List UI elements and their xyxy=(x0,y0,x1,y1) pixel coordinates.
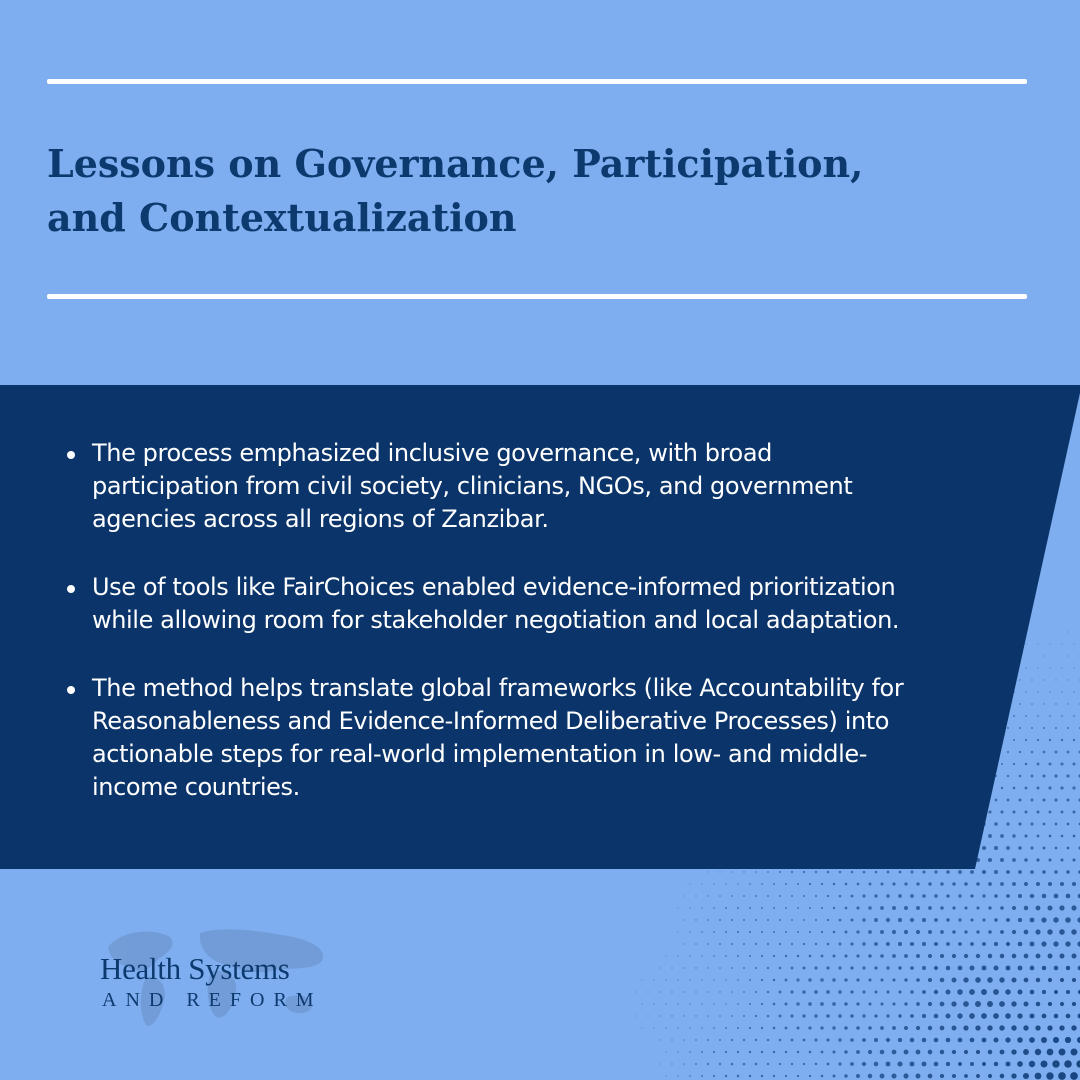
list-item xyxy=(92,571,992,637)
bullet-text-line: The process emphasized inclusive governance, with broad xyxy=(92,439,772,467)
bullet-text-line: Use of tools like FairChoices enabled evidence-informed prioritization xyxy=(92,573,896,601)
bullet-text-line: The method helps translate global frameworks (like Accountability for xyxy=(92,674,904,702)
bullet-text-line: income countries. xyxy=(92,773,300,801)
bullet-list xyxy=(92,437,992,839)
logo-title: Health Systems xyxy=(100,951,290,986)
journal-logo xyxy=(100,925,340,1035)
bullet-text-line: agencies across all regions of Zanzibar. xyxy=(92,505,549,533)
bullet-text-line: participation from civil society, clinicians, NGOs, and government xyxy=(92,472,853,500)
bullet-text-line: while allowing room for stakeholder negotiation and local adaptation. xyxy=(92,606,900,634)
bottom-divider xyxy=(47,294,1027,299)
top-divider xyxy=(47,79,1027,84)
page-title xyxy=(47,137,947,245)
title-line-2: and Contextualization xyxy=(47,195,517,240)
title-line-1: Lessons on Governance, Participation, xyxy=(47,141,864,186)
bullet-text-line: Reasonableness and Evidence-Informed Deliberative Processes) into xyxy=(92,707,890,735)
logo-subtitle: AND REFORM xyxy=(102,989,323,1011)
bullet-text-line: actionable steps for real-world implementation in low- and middle- xyxy=(92,740,867,768)
list-item xyxy=(92,672,992,804)
list-item xyxy=(92,437,992,536)
